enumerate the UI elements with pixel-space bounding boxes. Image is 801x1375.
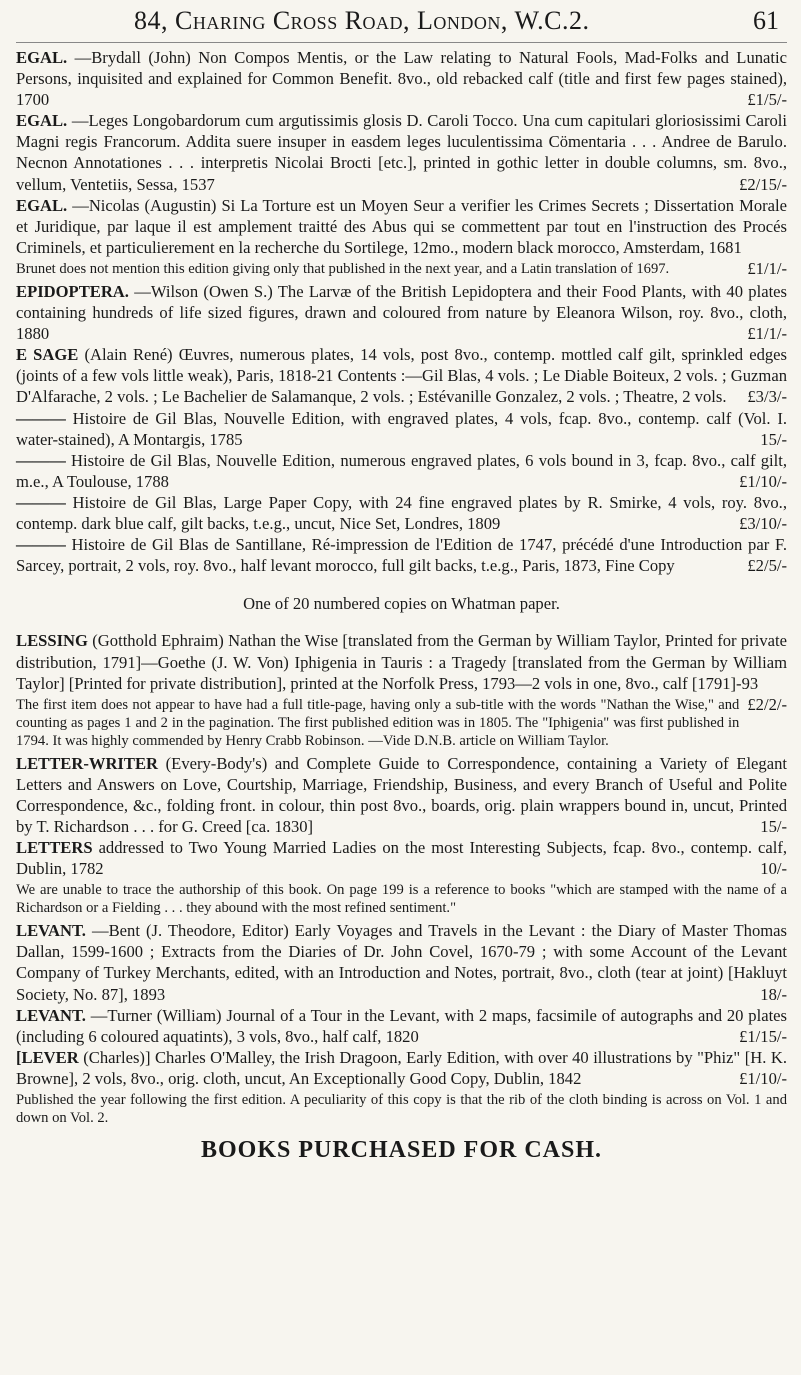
catalogue-entry xyxy=(16,492,787,534)
entry-list xyxy=(16,47,787,1127)
entry-heading: LESSING xyxy=(16,631,88,651)
entry-subnote: One of 20 numbered copies on Whatman paper. xyxy=(243,593,560,613)
catalogue-entry xyxy=(16,408,787,450)
entry-price: 15/- xyxy=(760,429,787,449)
catalogue-entry xyxy=(16,920,787,1004)
entry-price: 10/- xyxy=(760,859,787,879)
entry-description: —Nicolas (Augustin) Si La Torture est un Moyen Seur a verifier les Crimes Secrets ; Dissertation Morale et Juridique, par laque il est amplement traitté des Abus qui se commettent par tout en l'instruction des Procés Criminels, et particulierement en la recherche du Sortilege, 12mo., modern black morocco, Amsterdam, 1681 xyxy=(16,195,788,257)
entry-heading: ——— xyxy=(16,492,66,512)
entry-price: £2/2/- xyxy=(747,694,787,714)
entry-heading: LETTERS xyxy=(16,838,93,858)
entry-price: £1/1/- xyxy=(747,324,787,344)
entry-price: £1/5/- xyxy=(747,90,787,110)
entry-heading: [LEVER xyxy=(16,1047,79,1067)
entry-heading: E SAGE xyxy=(16,345,79,365)
entry-price: 18/- xyxy=(760,984,787,1004)
footer-notice: BOOKS PURCHASED FOR CASH. xyxy=(200,1137,603,1164)
entry-description: —Brydall (John) Non Compos Mentis, or the Law relating to Natural Fools, Mad-Folks and Lunatic Persons, inquisited and explained for Common Benefit. 8vo., old rebacked calf (title and first few pages stained), 1700 xyxy=(16,48,787,110)
page-number: 61 xyxy=(753,6,779,35)
entry-note: We are unable to trace the authorship of this book. On page 199 is a reference to books "which are stamped with the name of a Richardson or a Fielding . . . they abound with the most refined sentiment." xyxy=(16,882,787,917)
catalogue-entry xyxy=(16,837,787,879)
page-header xyxy=(16,6,787,43)
entry-price: £3/3/- xyxy=(747,387,787,407)
entry-description: —Bent (J. Theodore, Editor) Early Voyages and Travels in the Levant : the Diary of Master Thomas Dallan, 1599-1600 ; Extracts from the Diaries of Dr. John Covel, 1670-79 ; with some Account of the Levant Company of Turkey Merchants, edited, with an Introduction and Notes, portrait, 8vo., cloth (tear at joint) [Hakluyt Society, No. 87], 1893 xyxy=(16,921,787,1004)
catalogue-entry xyxy=(16,1005,787,1047)
entry-price: £2/5/- xyxy=(747,556,787,576)
entry-price: £3/10/- xyxy=(739,513,787,533)
entry-description: —Wilson (Owen S.) The Larvæ of the British Lepidoptera and their Food Plants, with 40 plates containing hundreds of life sized figures, drawn and coloured from nature by Eleanora Wilson, roy. 8vo., cloth, 1880 xyxy=(16,281,788,344)
catalogue-entry xyxy=(16,630,787,714)
entry-description: Histoire de Gil Blas, Large Paper Copy, with 24 fine engraved plates by R. Smirke, 4 vols, roy. 8vo., contemp. dark blue calf, gilt backs, t.e.g., uncut, Nice Set, Londres, 1809 xyxy=(16,492,787,533)
entry-heading: EPIDOPTERA. xyxy=(16,281,129,301)
entry-description: addressed to Two Young Married Ladies on the most Interesting Subjects, fcap. 8vo., contemp. calf, Dublin, 1782 xyxy=(16,838,787,879)
entry-price: £1/15/- xyxy=(739,1026,787,1046)
page-title: 84, Charing Cross Road, London, W.C.2. xyxy=(134,6,590,35)
entry-description: (Every-Body's) and Complete Guide to Correspondence, containing a Variety of Elegant Letters and Answers on Love, Courtship, Marriage, Friendship, Business, and every Branch of Useful and Polite Correspondence, &c., folding front. in colour, thin post 8vo., boards, orig. plain wrappers bound in, uncut, Printed by T. Richardson . . . for G. Creed [ca. 1830] xyxy=(16,753,787,836)
catalogue-entry xyxy=(16,281,787,344)
entry-description: Histoire de Gil Blas, Nouvelle Edition, numerous engraved plates, 6 vols bound in 3, fcap. 8vo., calf gilt, m.e., A Toulouse, 1788 xyxy=(16,450,787,491)
catalogue-entry xyxy=(16,344,787,407)
entry-heading: LETTER-WRITER xyxy=(16,753,159,773)
catalogue-entry xyxy=(16,753,787,837)
entry-price: £2/15/- xyxy=(739,174,787,194)
catalogue-entry xyxy=(16,534,787,576)
catalogue-entry xyxy=(16,1047,787,1089)
entry-heading: LEVANT. xyxy=(16,921,86,941)
catalogue-entry xyxy=(16,450,787,492)
entry-description: (Gotthold Ephraim) Nathan the Wise [translated from the German by William Taylor, Printed for private distribution, 1791]—Goethe (J. W. Von) Iphigenia in Tauris : a Tragedy [translated from the German by William Taylor] [Printed for private distribution], printed at the Norfolk Press, 1793—2 vols in one, 8vo., calf [1791]-93 xyxy=(16,631,787,693)
entry-price: £1/10/- xyxy=(739,471,787,491)
entry-heading: ——— xyxy=(16,535,66,555)
entry-note: Published the year following the first edition. A peculiarity of this copy is that the rib of the cloth binding is across on Vol. 1 and down on Vol. 2. xyxy=(16,1092,787,1127)
entry-heading: EGAL. xyxy=(16,111,68,131)
entry-description: —Leges Longobardorum cum argutissimis glosis D. Caroli Tocco. Una cum capitulari gloriosissimi Caroli Magni regis Francorum. Addita suere insuper in easdem leges luculentissima Cömentaria . . . Andree de Barulo. Necnon Annotationes . . . interpretis Nicolai Brocti [etc.], printed in gothic letter in double columns, sm. 8vo., vellum, Ventetiis, Sessa, 1537 xyxy=(16,111,787,194)
entry-heading: LEVANT. xyxy=(16,1005,86,1025)
entry-heading: EGAL. xyxy=(16,48,68,67)
entry-price: £1/1/- xyxy=(747,258,787,278)
entry-heading: ——— xyxy=(16,408,66,428)
entry-note: The first item does not appear to have had a full title-page, having only a sub-title with the words "Nathan the Wise," and counting as pages 1 and 2 in the pagination. The first published edition was in 1805. The "Iphigenia" was first published in 1794. It was highly commended by Henry Crabb Robinson. —Vide D.N.B. article on William Taylor. xyxy=(16,696,740,749)
entry-description: —Turner (William) Journal of a Tour in the Levant, with 2 maps, facsimile of autographs and 20 plates (including 6 coloured aquatints), 3 vols, 8vo., half calf, 1820 xyxy=(16,1005,788,1046)
entry-note: Brunet does not mention this edition giving only that published in the next year, and a Latin translation of 1697. xyxy=(16,260,670,277)
entry-heading: EGAL. xyxy=(16,195,68,215)
catalogue-entry xyxy=(16,47,787,110)
catalogue-entry xyxy=(16,110,787,194)
entry-description: (Alain René) Œuvres, numerous plates, 14 vols, post 8vo., contemp. mottled calf gilt, sprinkled edges (joints of a few vols little weak), Paris, 1818-21 Contents :—Gil Blas, 4 vols. ; Le Diable Boiteux, 2 vols. ; Guzman D'Alfarache, 2 vols. ; Le Bachelier de Salamanque, 2 vols. ; Estévanille Gonzalez, 2 vols. ; Theatre, 2 vols. xyxy=(16,345,787,407)
entry-price: 15/- xyxy=(760,817,787,836)
entry-price: £1/10/- xyxy=(739,1068,787,1088)
entry-heading: ——— xyxy=(16,450,66,470)
entry-description: (Charles)] Charles O'Malley, the Irish Dragoon, Early Edition, with over 40 illustrations by "Phiz" [H. K. Browne], 2 vols, 8vo., orig. cloth, uncut, An Exceptionally Good Copy, Dublin, 1842 xyxy=(16,1047,788,1088)
entry-description: Histoire de Gil Blas de Santillane, Ré-impression de l'Edition de 1747, précédé d'une Introduction par F. Sarcey, portrait, 2 vols, roy. 8vo., half levant morocco, full gilt backs, t.e.g., Paris, 1873, Fine Copy xyxy=(16,535,787,576)
entry-description: Histoire de Gil Blas, Nouvelle Edition, with engraved plates, 4 vols, fcap. 8vo., contemp. calf (Vol. I. water-stained), A Montargis, 1785 xyxy=(16,408,787,449)
